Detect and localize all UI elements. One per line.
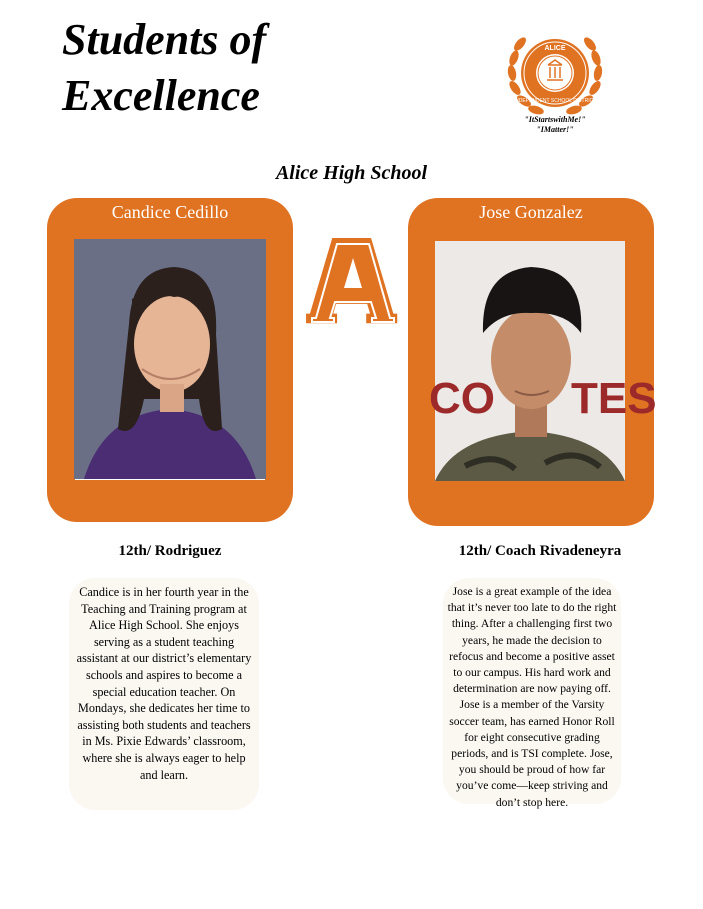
- student-caption: 12th/ Coach Rivadeneyra: [458, 543, 622, 559]
- student-photo: [74, 239, 266, 479]
- svg-text:TES: TES: [571, 374, 657, 423]
- slogan-line-2: "IMatter!": [536, 125, 574, 134]
- district-slogan: [500, 115, 610, 135]
- logo-ring-text: INDEPENDENT SCHOOL DISTRICT: [513, 98, 597, 104]
- district-logo: [500, 18, 610, 156]
- student-bio: Candice is in her fourth year in the Teaching and Training program at Alice High School. She enjoys serving as a student teaching assistant at our district’s elementary schools and aspires to become a special education teacher. On Mondays, she dedicates her time to assisting both students and teachers in Ms. Pixie Edwards’ classroom, where she is always eager to help and learn.: [69, 578, 259, 810]
- slogan-line-1: "ItStartswithMe!": [524, 115, 586, 124]
- page-title: [62, 12, 392, 124]
- student-name: Candice Cedillo: [111, 202, 229, 222]
- school-name: Alice High School: [275, 162, 428, 184]
- laurel-seal-icon: [500, 18, 610, 126]
- student-photo: [429, 241, 657, 481]
- student-card: [47, 198, 293, 522]
- photo-frame: [429, 241, 657, 479]
- student-portrait-icon: [429, 241, 657, 481]
- logo-alice-text: ALICE: [544, 45, 566, 52]
- title-line-2: Excellence: [62, 71, 260, 120]
- student-bio: Jose is a great example of the idea that it’s never too late to do the right thing. After a challenging first two years, he made the decision to refocus and become a positive asset to our campus. His hard work and determination are now paying off. Jose is a member of the Varsity soccer team, has earned Honor Roll for eight consecutive grading periods, and is TSI complete. Jose, you should be proud of how far you’ve come—keep striving and don’t stop here.: [443, 578, 621, 804]
- title-line-1: Students of: [62, 15, 267, 64]
- photo-frame: [75, 241, 265, 480]
- student-portrait-icon: [74, 239, 266, 479]
- student-card: [408, 198, 657, 526]
- letter-a-icon: [308, 236, 398, 328]
- student-name: Jose Gonzalez: [479, 202, 583, 222]
- school-letter-logo: [308, 236, 398, 328]
- svg-text:CO: CO: [429, 374, 495, 423]
- student-caption: 12th/ Rodriguez: [118, 543, 222, 559]
